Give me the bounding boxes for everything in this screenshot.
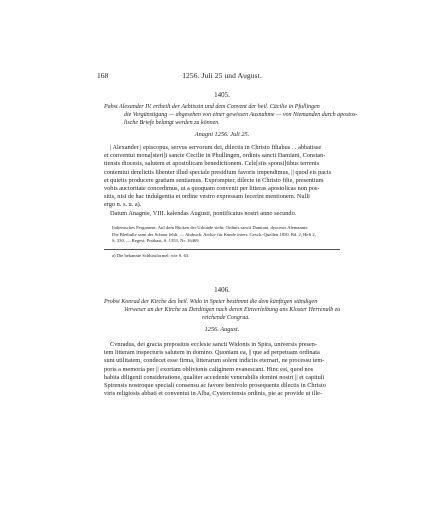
summary-line: lische Briefe belangt werden zu können. (124, 120, 220, 127)
page-header (97, 71, 347, 81)
summary-line: reichende Congrua. (202, 315, 250, 322)
body-line: | Alexander | episcopus, servus servorum dei, dilectis in Christo filiabus . . abbatisse (110, 144, 322, 151)
notes-line: Italienisches Pergament. Auf dem Rücken der Urkunde steht: Ordinis sancti Damiani, dyocesis Alemannie. (112, 225, 309, 230)
body-line: sitis, nisi de hac indulgentia et ordine vestro expressam fecerint mentionem. Nulli (104, 193, 310, 201)
archival-notes (112, 225, 340, 245)
body-line: sunt utilitatem, condecet esse firma, litterarum solent indiciis eternari, ne processu tem- (104, 357, 325, 365)
datum-line: Datum Anagnie, VIII. kalendas Augusti, pontificatus nostri anno secundo. (110, 209, 297, 217)
body-line: poris a memoria per || exortam oblivionis caliginem evanescant. Hinc est, quod nos (104, 365, 314, 373)
summary-line: Pabst Alexander IV. ertheilt der Aebtissin und dem Convent der heil. Cäcilie in Pfullingen (104, 104, 320, 110)
document-dateline: 1256. August. (204, 326, 240, 333)
document-summary (104, 103, 358, 128)
body-line: tiensis diocesis, salutem et apostolicam benedictionem. Cele[stis sponsi]tibus terrenis (104, 160, 320, 168)
document-summary (104, 298, 340, 323)
body-line: et conventui mona[steri]i sancte Cecilie in Phullingen, ordinis sancti Damiani, Constan- (104, 152, 326, 160)
body-line: ergo n. s. u. a). (104, 201, 142, 209)
notes-line: Die Bleibulle samt der Schnur fehlt. — Abdruck: Archiv für Kunde österr. Gesch.-Quellen 1850, Bd. 2, Heft 2, (112, 231, 316, 237)
body-line: Spirensis nostroque speciali consensu ac favore benivolo prosequente dilectis in Christo (104, 382, 326, 390)
document-body (104, 341, 340, 398)
body-line: tem litteram inspecturis salutem in domino. Quoniam ea, || que ad perpetuam ordinata (104, 349, 320, 357)
body-line: vobis auctoritate concedimus, ut a quoquam convenii per litteras apostolicas non pos- (104, 185, 320, 193)
summary-line: Probst Konrad der Kirche des heil. Wido in Speier bestimmt die dem künftigen ständigen (104, 299, 318, 305)
footnote: a) Die bekannte Schlussformel: wie S. 63. (112, 253, 190, 258)
document-dateline: Anagni 1256. Juli 25. (194, 131, 250, 138)
document-number: 1405. (214, 91, 230, 99)
running-head: 1256. Juli 25 und August. (182, 71, 262, 80)
summary-line: die Vergünstigung — abgesehen von einer gewissen Ausnahme — von Niemanden durch apostos- (124, 112, 358, 119)
body-line: habita diligenti consideratione, qualiter accedente venerabilis domini nostri || et capituli (104, 373, 325, 381)
body-line: contemtui derelictis libenter illud speciale presidium favoris impendimus, || quod eis pacis (104, 168, 332, 176)
document-number: 1406. (214, 286, 230, 294)
page-number: 168 (97, 71, 109, 80)
body-line: et quietis producere gratiam sentiamus. Exprompter, dilecte in Christo filie, presentium (104, 176, 324, 184)
body-line: Cvnradus, dei gracia prepositus ecclesie sancti Widonis in Spira, universis presen- (110, 341, 318, 348)
footnote-rule (104, 249, 340, 250)
notes-line: S. 330. — Regest: Potthast, S. 1353, Nr. 16469. (112, 238, 200, 243)
body-line: viris religiosis abbati et conventui in Alba, Cysterciensis ordinis, pie ac provide ut ille- (104, 390, 323, 398)
document-body (104, 144, 340, 218)
summary-line: Verweser an der Kirche zu Derdingen nach deren Einverleibung ans Kloster Herrenalb zu (124, 307, 341, 314)
